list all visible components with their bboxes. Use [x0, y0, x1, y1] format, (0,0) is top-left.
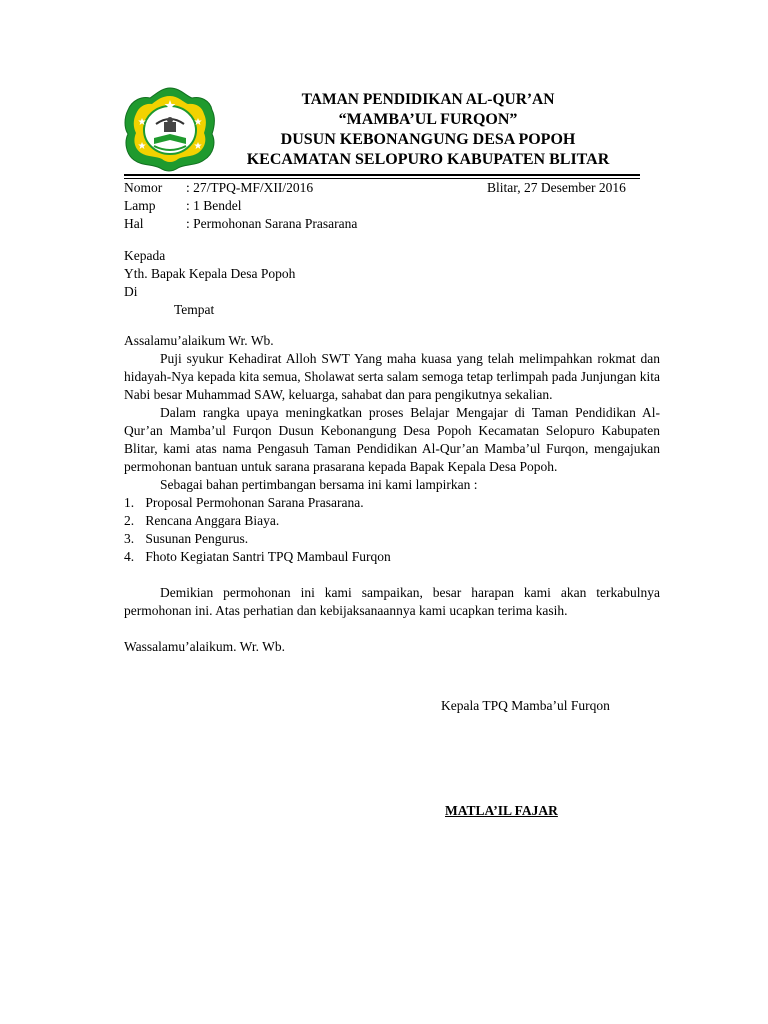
meta-row-lamp — [124, 197, 357, 215]
closing-greeting: Wassalamu’alaikum. Wr. Wb. — [124, 639, 285, 654]
institution-district: KECAMATAN SELOPURO KABUPATEN BLITAR — [246, 151, 610, 168]
institution-name: TAMAN PENDIDIKAN AL-QUR’AN — [301, 91, 555, 108]
opening-greeting: Assalamu’alaikum Wr. Wb. — [124, 333, 274, 348]
institution-subname: “MAMBA’UL FURQON” — [338, 111, 518, 128]
paragraph-closing: Demikian permohonan ini kami sampaikan, besar harapan kami akan terkabulnya permohonan ini. Atas perhatian dan kebijaksanaannya kami ucapkan terima kasih. — [124, 585, 660, 618]
letter-date: Blitar, 27 Desember 2016 — [487, 180, 626, 195]
tpq-logo-emblem-icon — [120, 84, 220, 172]
paragraph-gratitude: Puji syukur Kehadirat Alloh SWT Yang maha kuasa yang telah melimpahkan rokmat dan hidayah-Nya kepada kita semua, Sholawat serta salam semoga tetap terlimpah pada Junjungan kita Nabi besar Muhammad SAW, keluarga, sahabat dan para pengikutnya sekalian. — [124, 351, 660, 402]
lamp-value: : 1 Bendel — [186, 198, 242, 213]
letterhead — [230, 90, 626, 170]
nomor-value: : 27/TPQ-MF/XII/2016 — [186, 180, 314, 195]
hal-label: Hal — [124, 216, 144, 231]
di-label: Di — [124, 284, 138, 299]
meta-row-hal — [124, 215, 357, 233]
hal-value: : Permohonan Sarana Prasarana — [186, 216, 358, 231]
lamp-label: Lamp — [124, 198, 156, 213]
signatory-name: MATLA’IL FAJAR — [445, 803, 558, 818]
attachment-list — [124, 494, 660, 566]
paragraph-request: Dalam rangka upaya meningkatkan proses Belajar Mengajar di Taman Pendidikan Al-Qur’an Mamba’ul Furqon Dusun Kebonangung Desa Popoh Kecamatan Selopuro Kabupaten Blitar, kami atas nama Pengasuh Taman Pendidikan Al-Qur’an Mamba’ul Furqon, mengajukan permohonan bantuan untuk sarana prasarana kepada Bapak Kepala Desa Popoh. — [124, 405, 660, 474]
tempat-label: Tempat — [174, 302, 215, 317]
nomor-label: Nomor — [124, 180, 163, 195]
letter-meta — [124, 179, 357, 233]
recipient-name: Yth. Bapak Kepala Desa Popoh — [124, 266, 296, 281]
list-item: 4. Fhoto Kegiatan Santri TPQ Mambaul Furqon — [124, 549, 391, 564]
recipient-address — [124, 247, 295, 319]
signatory-title: Kepala TPQ Mamba’ul Furqon — [441, 698, 610, 713]
list-item: 2. Rencana Anggara Biaya. — [124, 513, 280, 528]
kepada-label: Kepada — [124, 248, 166, 263]
list-item: 1. Proposal Permohonan Sarana Prasarana. — [124, 495, 364, 510]
institution-village: DUSUN KEBONANGUNG DESA POPOH — [280, 131, 576, 148]
letter-body — [124, 332, 660, 656]
list-item: 3. Susunan Pengurus. — [124, 531, 249, 546]
meta-row-nomor — [124, 179, 357, 197]
paragraph-attachments-intro: Sebagai bahan pertimbangan bersama ini kami lampirkan : — [160, 477, 478, 492]
